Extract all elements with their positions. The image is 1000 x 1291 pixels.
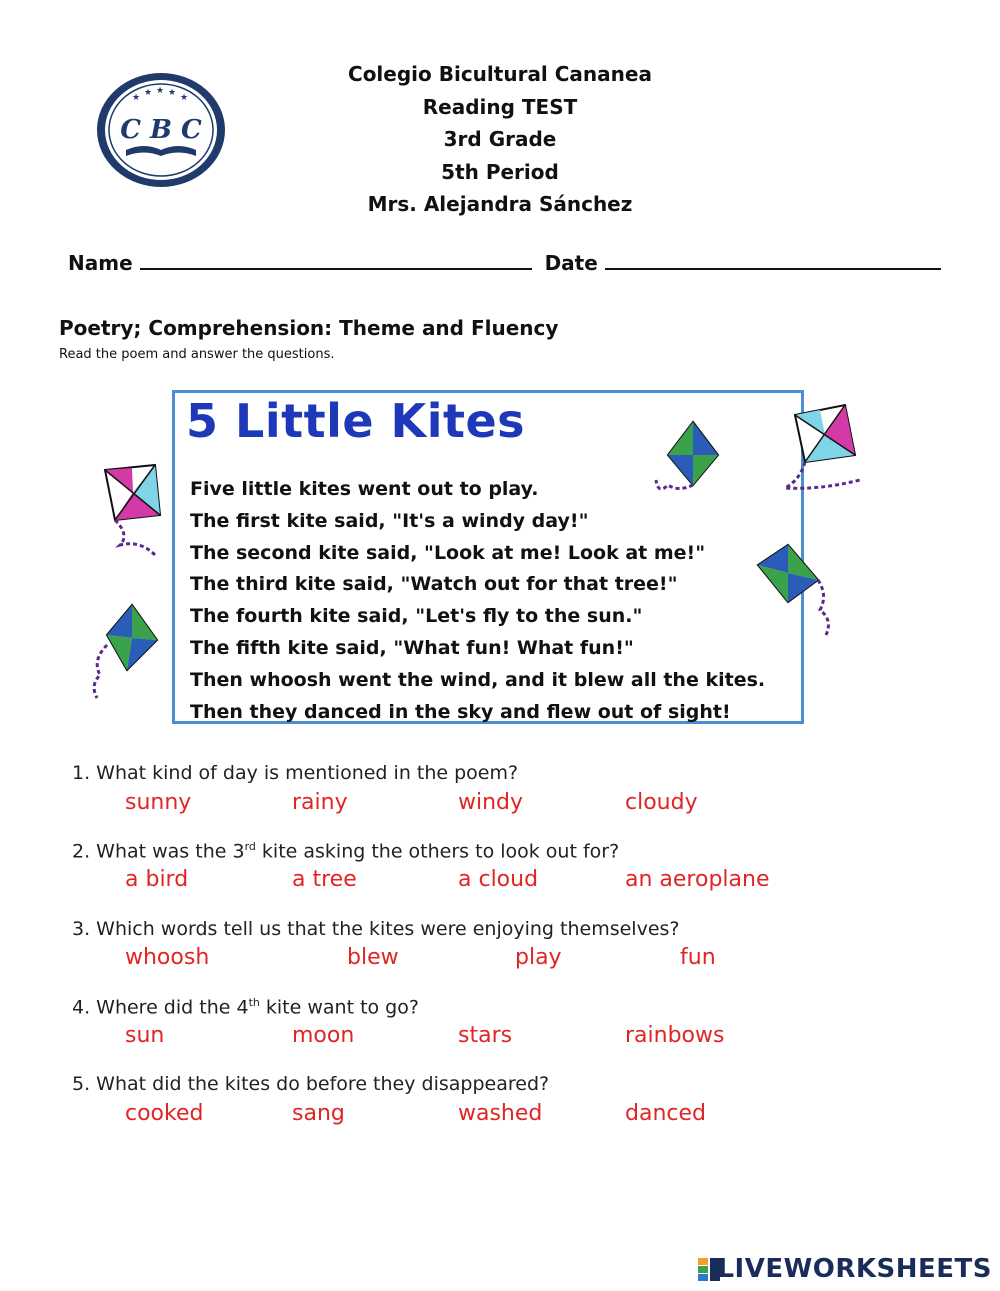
section-title: Poetry; Comprehension: Theme and Fluency — [59, 316, 559, 340]
option[interactable]: windy — [458, 790, 524, 815]
poem-title: 5 Little Kites — [186, 394, 526, 448]
header — [300, 58, 700, 221]
poem-line: The fourth kite said, "Let's fly to the sun." — [190, 605, 643, 628]
poem-line: The first kite said, "It's a windy day!" — [190, 509, 589, 532]
poem-line: The fifth kite said, "What fun! What fun!" — [190, 636, 634, 659]
option[interactable]: a tree — [292, 867, 357, 892]
svg-text:★: ★ — [144, 88, 153, 98]
option[interactable]: cooked — [125, 1101, 204, 1126]
test-name: Reading TEST — [422, 94, 578, 119]
footer-brand[interactable]: LIVEWORKSHEETS — [717, 1254, 992, 1284]
option[interactable]: washed — [458, 1101, 543, 1126]
option[interactable]: sang — [292, 1101, 345, 1126]
school-name: Colegio Bicultural Cananea — [348, 62, 652, 86]
question-4: 4. Where did the 4th kite want to go? — [72, 996, 419, 1019]
teacher: Mrs. Alejandra Sánchez — [367, 192, 633, 216]
date-field[interactable] — [605, 250, 941, 270]
logo-letters: C B C — [120, 115, 202, 145]
option[interactable]: an aeroplane — [625, 867, 770, 892]
option[interactable]: play — [515, 945, 562, 970]
name-date-row — [68, 250, 941, 275]
question-5: 5. What did the kites do before they disappeared? — [72, 1073, 550, 1095]
poem-line: Then whoosh went the wind, and it blew all the kites. — [190, 668, 766, 691]
option[interactable]: cloudy — [625, 790, 698, 815]
grade: 3rd Grade — [443, 127, 557, 151]
option[interactable]: a bird — [125, 867, 189, 892]
option[interactable]: rainy — [292, 790, 348, 815]
option[interactable]: stars — [458, 1023, 513, 1048]
date-label: Date — [544, 251, 598, 275]
kite-icon — [82, 600, 162, 700]
svg-text:★: ★ — [168, 88, 177, 98]
name-label: Name — [68, 251, 133, 275]
name-field[interactable] — [140, 250, 532, 270]
option[interactable]: danced — [625, 1101, 706, 1126]
option[interactable]: a cloud — [458, 867, 539, 892]
option[interactable]: rainbows — [625, 1023, 725, 1048]
poem-line: The second kite said, "Look at me! Look at me!" — [190, 541, 706, 564]
option[interactable]: fun — [680, 945, 716, 970]
kite-icon — [648, 420, 728, 520]
option[interactable]: blew — [347, 945, 399, 970]
poem-line: Then they danced in the sky and flew out of sight! — [190, 700, 731, 723]
question-1: 1. What kind of day is mentioned in the poem? — [72, 762, 519, 784]
question-3: 3. Which words tell us that the kites were enjoying themselves? — [72, 918, 680, 940]
svg-text:★: ★ — [132, 93, 141, 103]
poem-line: The third kite said, "Watch out for that tree!" — [190, 573, 678, 596]
option[interactable]: whoosh — [125, 945, 210, 970]
kite-icon — [95, 460, 175, 560]
option[interactable]: moon — [292, 1023, 355, 1048]
option[interactable]: sun — [125, 1023, 165, 1048]
question-2: 2. What was the 3rd kite asking the others to look out for? — [72, 840, 620, 863]
instructions: Read the poem and answer the questions. — [59, 347, 335, 362]
svg-text:★: ★ — [180, 93, 189, 103]
kite-icon — [775, 400, 870, 505]
svg-text:★: ★ — [156, 86, 165, 96]
poem-line: Five little kites went out to play. — [190, 478, 539, 500]
period: 5th Period — [441, 159, 559, 184]
school-logo — [94, 70, 228, 190]
kite-icon — [748, 540, 838, 640]
option[interactable]: sunny — [125, 790, 192, 815]
